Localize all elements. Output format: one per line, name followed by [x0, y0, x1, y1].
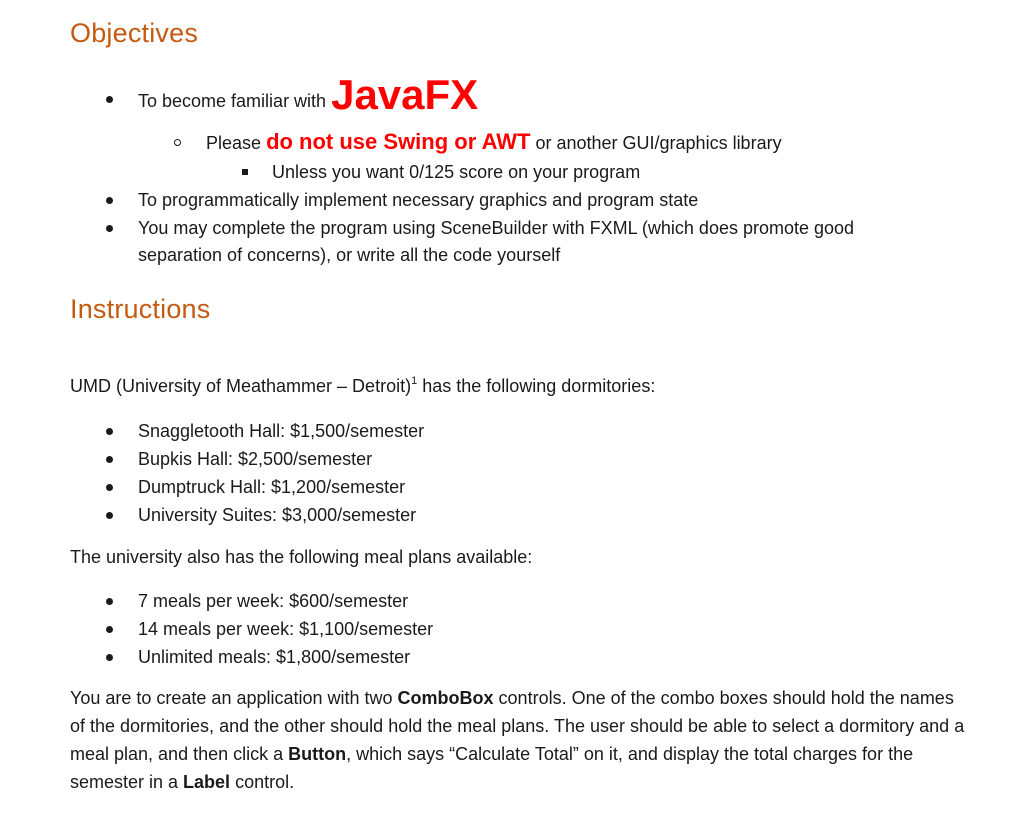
assignment-paragraph: [70, 684, 970, 796]
meal-intro: The university also has the following meal plans available:: [70, 547, 533, 567]
instructions-heading: Instructions: [70, 294, 211, 324]
para-text: controls. One of the combo boxes should hold the names of the dormitories, and the other should hold the meal plans. The user should be able to select a dormitory and a meal plan, and then click a: [70, 688, 965, 764]
bullet-icon: [106, 654, 113, 661]
bullet-icon: [106, 512, 113, 519]
dorm-item: Dumptruck Hall: $1,200/semester: [138, 477, 406, 497]
meal-plan-item: 7 meals per week: $600/semester: [138, 591, 409, 611]
dorm-item: Snaggletooth Hall: $1,500/semester: [138, 421, 425, 441]
objective-item-scenebuilder-line2: separation of concerns), or write all the code yourself: [138, 245, 561, 265]
subitem-prefix: Please: [206, 133, 262, 153]
objective-item-javafx: [138, 71, 479, 118]
objectives-heading: Objectives: [70, 18, 199, 48]
meal-plan-item: Unlimited meals: $1,800/semester: [138, 647, 411, 667]
subitem-warning: do not use Swing or AWT: [266, 129, 531, 154]
para-text: control.: [230, 772, 295, 792]
dorm-intro-text: UMD (University of Meathammer – Detroit): [70, 376, 412, 396]
dorm-item: University Suites: $3,000/semester: [138, 505, 417, 525]
bullet-icon: [106, 197, 113, 204]
dorm-intro-suffix: has the following dormitories:: [417, 376, 656, 396]
bullet-icon: [106, 456, 113, 463]
circle-bullet-icon: [174, 139, 181, 146]
bullet-icon: [106, 484, 113, 491]
para-text: , which says “Calculate Total” on it, and display the total charges for the semester in a: [70, 744, 914, 792]
javafx-emphasis: JavaFX: [331, 71, 479, 118]
bullet-icon: [106, 225, 113, 232]
subitem-suffix: or another GUI/graphics library: [535, 133, 782, 153]
para-text: You are to create an application with two: [70, 688, 398, 708]
dorm-intro: [70, 375, 655, 397]
meal-plan-item: 14 meals per week: $1,100/semester: [138, 619, 434, 639]
objective-item-graphics: To programmatically implement necessary graphics and program state: [138, 190, 699, 210]
bullet-icon: [106, 598, 113, 605]
objective-subsubitem: Unless you want 0/125 score on your program: [272, 162, 641, 182]
combobox-keyword: ComboBox: [397, 688, 494, 708]
bullet-icon: [106, 626, 113, 633]
button-keyword: Button: [288, 744, 347, 764]
bullet-icon: [106, 96, 113, 103]
square-bullet-icon: [242, 169, 248, 175]
label-keyword: Label: [183, 772, 231, 792]
footnote-marker: 1: [411, 375, 418, 387]
bullet-icon: [106, 428, 113, 435]
objective-subitem: [206, 131, 782, 154]
dorm-item: Bupkis Hall: $2,500/semester: [138, 449, 373, 469]
objective-item-scenebuilder-line1: You may complete the program using SceneBuilder with FXML (which does promote good: [138, 218, 855, 238]
objective-text: To become familiar with: [138, 91, 327, 111]
